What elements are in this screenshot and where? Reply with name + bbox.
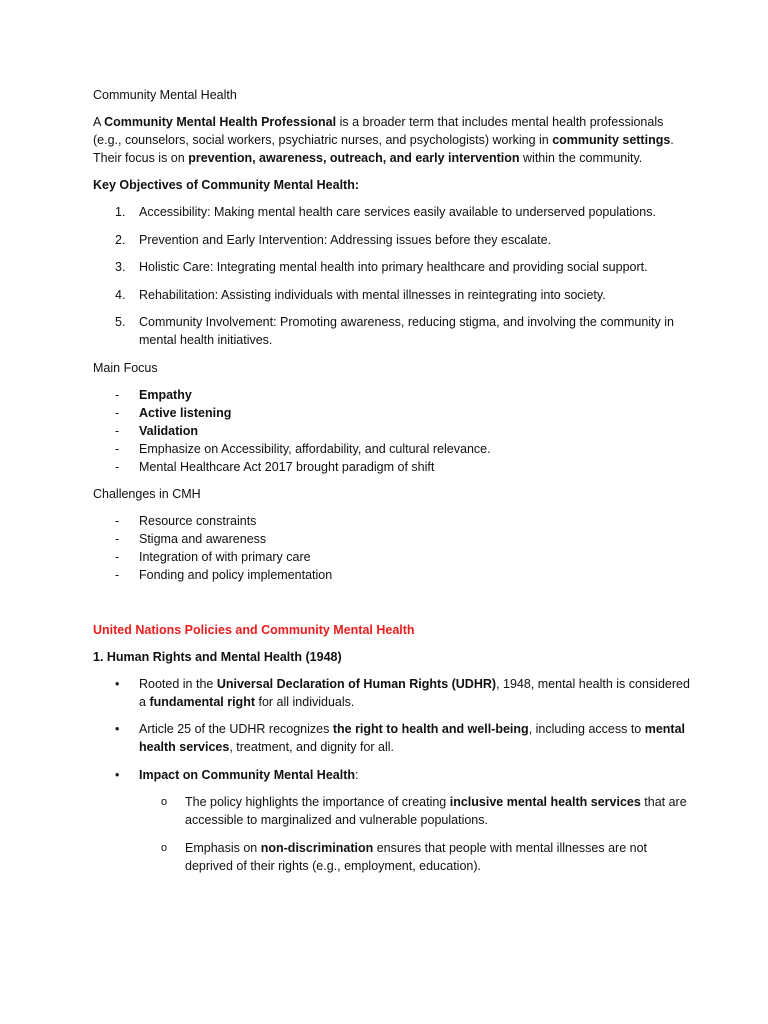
main-focus-title: Main Focus bbox=[93, 360, 158, 375]
section-1-heading-text: 1. Human Rights and Mental Health (1948) bbox=[93, 649, 342, 664]
text-run: , treatment, and dignity for all. bbox=[229, 740, 395, 754]
list-item bbox=[93, 675, 693, 711]
list-number: 4. bbox=[115, 287, 126, 302]
list-item bbox=[93, 548, 693, 566]
text-run: that are accessible to marginalized and vulnerable populations. bbox=[185, 795, 687, 827]
text-run: The policy highlights the importance of creating bbox=[185, 795, 450, 809]
intro-text-4: within the community. bbox=[519, 151, 643, 165]
list-item bbox=[93, 422, 693, 440]
list-item bbox=[93, 440, 693, 458]
list-item-text: Accessibility: Making mental health care services easily available to underserved populations. bbox=[139, 205, 656, 219]
impact-sub-list bbox=[139, 793, 693, 875]
list-item bbox=[93, 386, 693, 404]
list-item bbox=[93, 766, 693, 875]
challenges-list bbox=[93, 512, 693, 584]
list-number: 3. bbox=[115, 260, 126, 274]
list-item-text: Holistic Care: Integrating mental health into primary healthcare and providing social support. bbox=[139, 260, 648, 274]
blank-line bbox=[93, 594, 693, 621]
list-item-text: Mental Healthcare Act 2017 brought paradigm of shift bbox=[139, 459, 435, 474]
text-run: Rooted in the bbox=[139, 676, 217, 691]
intro-paragraph bbox=[93, 113, 693, 167]
list-item bbox=[93, 203, 693, 221]
list-item bbox=[93, 258, 693, 276]
list-item-text: Emphasize on Accessibility, affordability, and cultural relevance. bbox=[139, 441, 491, 456]
document-title: Community Mental Health bbox=[93, 88, 237, 102]
list-item-text: Active listening bbox=[139, 405, 232, 420]
list-item-text: Empathy bbox=[139, 387, 192, 402]
document-body bbox=[93, 86, 693, 884]
dash-marker: - bbox=[115, 459, 120, 474]
list-item bbox=[93, 404, 693, 422]
list-item-text: Resource constraints bbox=[139, 514, 257, 528]
list-item-text: Rehabilitation: Assisting individuals with mental illnesses in reintegrating into society. bbox=[139, 287, 606, 302]
bullet-marker: • bbox=[115, 676, 120, 691]
bold-run: Impact on Community Mental Health bbox=[139, 767, 355, 782]
text-run: : bbox=[355, 767, 359, 782]
list-item bbox=[93, 530, 693, 548]
list-number: 1. bbox=[115, 205, 126, 219]
dash-marker: - bbox=[115, 532, 120, 546]
sub-bullet-marker: o bbox=[161, 841, 168, 854]
sub-list-item bbox=[139, 839, 693, 875]
intro-bold-2: community settings bbox=[552, 133, 671, 147]
challenges-title: Challenges in CMH bbox=[93, 487, 201, 501]
list-item bbox=[93, 286, 693, 304]
bullet-marker: • bbox=[115, 767, 120, 782]
objectives-list bbox=[93, 203, 693, 349]
section-1-bullets bbox=[93, 675, 693, 875]
sub-bullet-marker: o bbox=[161, 796, 168, 808]
text-run: , including access to bbox=[528, 722, 645, 736]
list-number: 2. bbox=[115, 232, 126, 247]
intro-bold-3: prevention, awareness, outreach, and early intervention bbox=[188, 151, 520, 165]
intro-text-2: is a broader term that includes mental health professionals (e.g., counselors, social workers, psychiatric nurses, and psychologists) working in bbox=[93, 115, 664, 147]
list-item-text: Prevention and Early Intervention: Addressing issues before they escalate. bbox=[139, 232, 552, 247]
list-item-text: Fonding and policy implementation bbox=[139, 568, 333, 582]
list-item bbox=[93, 566, 693, 584]
list-item bbox=[93, 720, 693, 756]
dash-marker: - bbox=[115, 568, 120, 582]
section-1-heading bbox=[93, 648, 693, 666]
dash-marker: - bbox=[115, 423, 120, 438]
list-item-text: Validation bbox=[139, 423, 199, 438]
list-item-text: Community Involvement: Promoting awareness, reducing stigma, and involving the community in mental health initiatives. bbox=[139, 315, 674, 347]
intro-text-3: . Their focus is on bbox=[93, 133, 674, 165]
intro-bold-1: Community Mental Health Professional bbox=[104, 115, 337, 129]
list-item bbox=[93, 313, 693, 349]
text-run: Emphasis on bbox=[185, 840, 261, 855]
list-item-text: Integration of with primary care bbox=[139, 550, 311, 564]
list-item bbox=[93, 458, 693, 476]
bold-run: Universal Declaration of Human Rights (UDHR) bbox=[216, 676, 497, 691]
list-item bbox=[93, 231, 693, 249]
un-policies-heading: United Nations Policies and Community Mental Health bbox=[93, 622, 415, 637]
bold-run: non-discrimination bbox=[260, 840, 374, 855]
bullet-marker: • bbox=[115, 722, 120, 736]
bold-run: the right to health and well-being bbox=[332, 722, 529, 736]
dash-marker: - bbox=[115, 441, 120, 456]
bold-run: inclusive mental health services bbox=[449, 795, 641, 809]
bold-run: mental health services bbox=[139, 722, 686, 754]
objectives-heading-text: Key Objectives of Community Mental Health: bbox=[93, 178, 360, 192]
main-focus-list bbox=[93, 386, 693, 476]
dash-marker: - bbox=[115, 387, 120, 402]
text-run: Article 25 of the UDHR recognizes bbox=[139, 722, 333, 736]
dash-marker: - bbox=[115, 514, 120, 528]
text-run: ensures that people with mental illnesses are not deprived of their rights (e.g., employment, education). bbox=[185, 840, 648, 873]
list-item-text: Stigma and awareness bbox=[139, 532, 267, 546]
dash-marker: - bbox=[115, 550, 120, 564]
list-item bbox=[93, 512, 693, 530]
text-run: , 1948, mental health is considered a bbox=[139, 676, 690, 709]
bold-run: fundamental right bbox=[149, 694, 255, 709]
intro-text-1: A bbox=[93, 115, 105, 129]
sub-list-item bbox=[139, 793, 693, 829]
objectives-heading bbox=[93, 176, 693, 194]
text-run: for all individuals. bbox=[255, 694, 355, 709]
list-number: 5. bbox=[115, 315, 126, 329]
dash-marker: - bbox=[115, 405, 120, 420]
